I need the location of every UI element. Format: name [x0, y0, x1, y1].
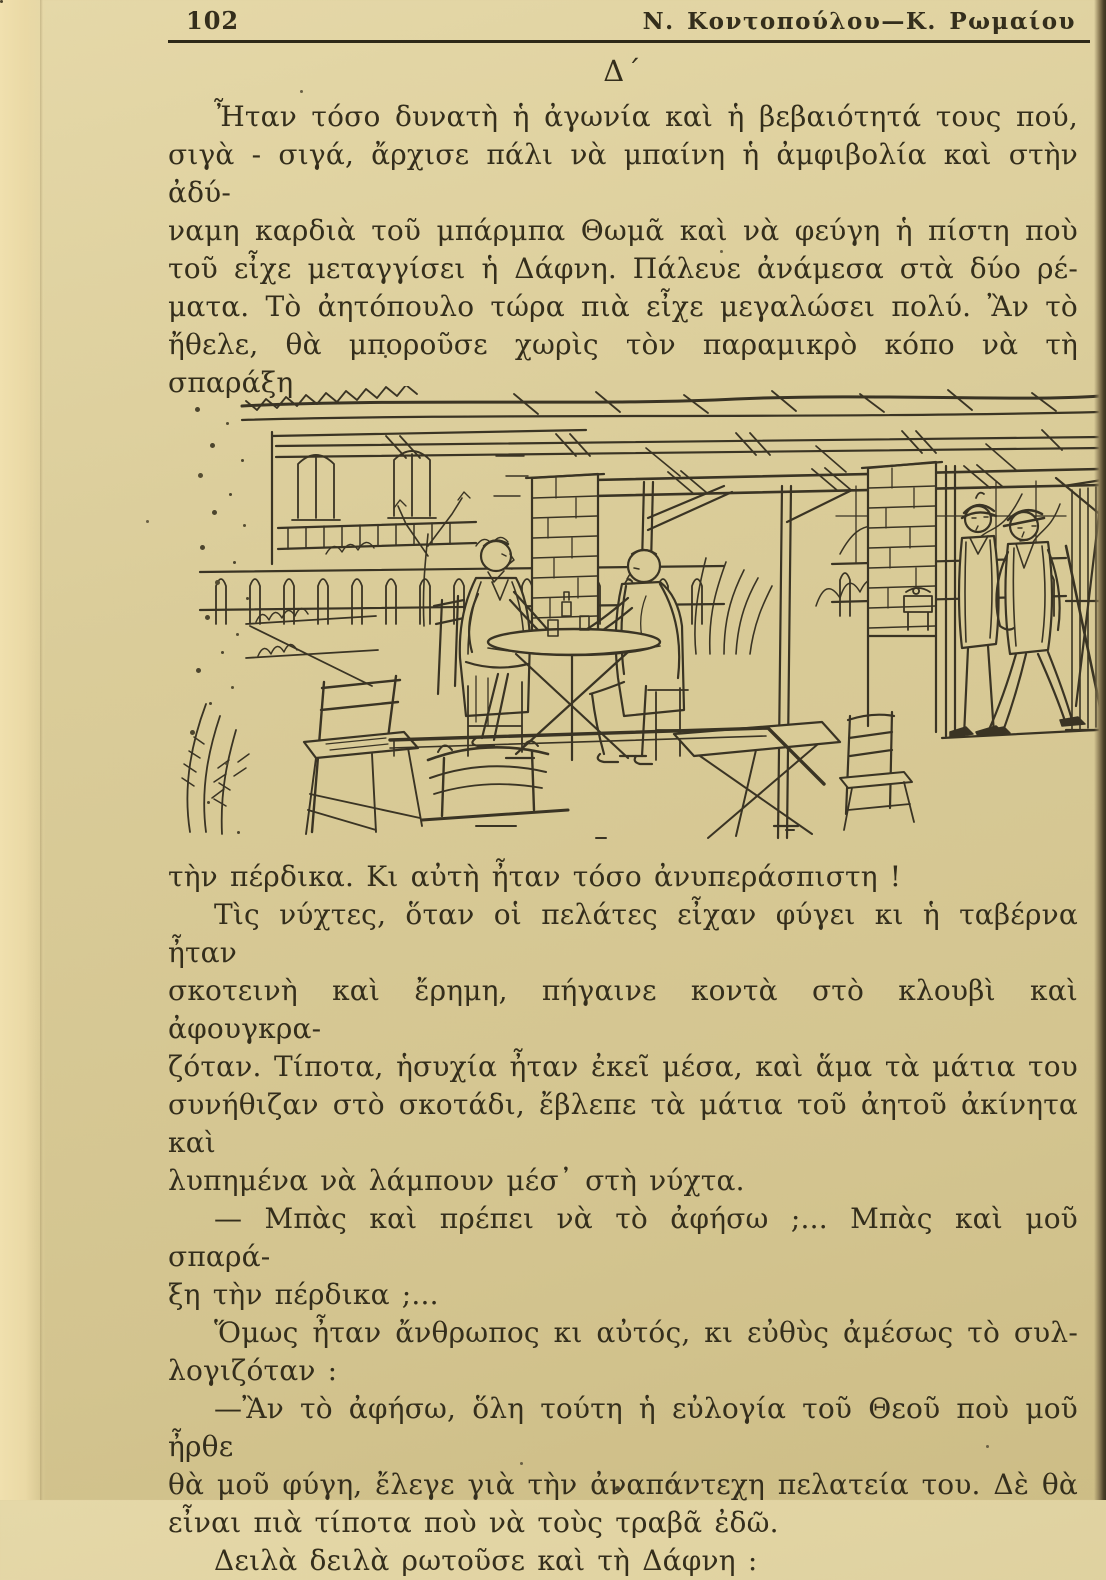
running-title: Ν. Κοντοπούλου—Κ. Ρωμαίου: [642, 8, 1076, 35]
page-header: [168, 6, 1078, 36]
text-line: Δειλὰ δειλὰ ρωτοῦσε καὶ τὴ Δάφνη :: [214, 1544, 758, 1577]
text-line: σκοτεινὴ καὶ ἔρημη, πήγαινε κοντὰ στὸ κλουβὶ καὶ ἀφουγκρα-: [168, 974, 1078, 1045]
text-line: ξη τὴν πέρδικα ;...: [168, 1278, 439, 1311]
text-line: ἤθελε, θὰ μποροῦσε χωρὶς τὸν παραμικρὸ κόπο νὰ τὴ σπαράξη: [168, 328, 1078, 399]
text-line: θὰ μοῦ φύγη, ἔλεγε γιὰ τὴν ἀναπάντεχη πελατεία του. Δὲ θὰ: [168, 1468, 1078, 1501]
text-line: — Μπὰς καὶ πρέπει νὰ τὸ ἀφήσω ;... Μπὰς καὶ μοῦ σπαρά-: [168, 1202, 1078, 1273]
gutter-crease: [40, 0, 43, 1500]
text-line: Τὶς νύχτες, ὅταν οἱ πελάτες εἶχαν φύγει κι ἡ ταβέρνα ἦταν: [168, 898, 1078, 969]
text-line: —Ἂν τὸ ἀφήσω, ὅλη τούτη ἡ εὐλογία τοῦ Θεοῦ ποὺ μοῦ ἦρθε: [168, 1392, 1078, 1463]
furniture: [304, 676, 914, 838]
text-line: λυπημένα νὰ λάμπουν μέσ᾽ στὴ νύχτα.: [168, 1164, 745, 1197]
pergola-roof: [242, 386, 1100, 496]
text-line: εἶναι πιὰ τίποτα ποὺ νὰ τοὺς τραβᾶ ἐδῶ.: [168, 1506, 779, 1539]
taverna-illustration: [176, 386, 1106, 844]
text-line: λογιζόταν :: [168, 1354, 338, 1387]
text-above-illustration: [168, 98, 1078, 402]
page-number: 102: [186, 6, 240, 35]
section-heading: Δ´: [603, 54, 643, 88]
text-line: ματα. Τὸ ἀητόπουλο τώρα πιὰ εἶχε μεγαλώσει πολύ. Ἂν τὸ: [168, 290, 1078, 323]
header-rule: [168, 40, 1090, 43]
text-line: τὴν πέρδικα. Κι αὐτὴ ἦταν τόσο ἀνυπεράσπιστη !: [168, 860, 902, 893]
taverna-illustration-drawing: [176, 386, 1106, 844]
paper-speckles: [0, 0, 3, 3]
text-line: σιγὰ - σιγά, ἄρχισε πάλι νὰ μπαίνη ἡ ἀμφιβολία καὶ στὴν ἀδύ-: [168, 138, 1078, 209]
text-line: τοῦ εἶχε μεταγγίσει ἡ Δάφνη. Πάλευε ἀνάμεσα στὰ δύο ρέ-: [168, 252, 1078, 285]
text-line: ναμη καρδιὰ τοῦ μπάρμπα Θωμᾶ καὶ νὰ φεύγη ἡ πίστη ποὺ: [168, 214, 1078, 247]
text-line: συνήθιζαν στὸ σκοτάδι, ἔβλεπε τὰ μάτια τοῦ ἀητοῦ ἀκίνητα καὶ: [168, 1088, 1078, 1159]
text-below-illustration: [168, 858, 1078, 1580]
text-line: Ὅμως ἦταν ἄνθρωπος κι αὐτός, κι εὐθὺς ἀμέσως τὸ συλ-: [214, 1316, 1078, 1349]
standing-men: [942, 493, 1096, 738]
text-line: Ἦταν τόσο δυνατὴ ἡ ἀγωνία καὶ ἡ βεβαιότητά τους πού,: [214, 100, 1078, 133]
text-line: ζόταν. Τίποτα, ἡσυχία ἦταν ἐκεῖ μέσα, καὶ ἅμα τὰ μάτια του: [168, 1050, 1078, 1083]
page-edge-shadow: [1094, 0, 1106, 1500]
